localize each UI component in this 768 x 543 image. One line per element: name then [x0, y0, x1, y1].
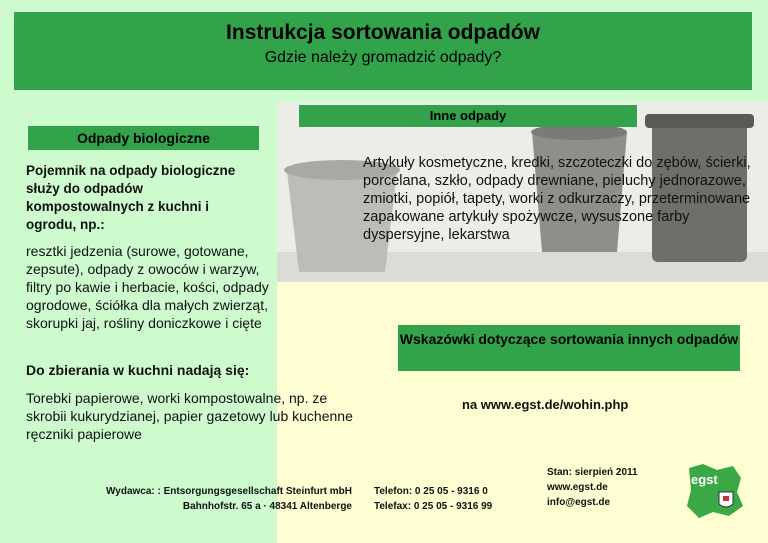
other-items: Artykuły kosmetyczne, kredki, szczoteczki do zębów, ścierki, porcelana, szkło, odpady drewniane, pieluchy jednorazowe, zmiotki, popiół, tapety, worki z odkurzaczy, przeterminowane zapakowane artykuły spożywcze, wysuszone farby dyspersyjne, lekarstwa: [363, 155, 751, 243]
publisher-address: Bahnhofstr. 65 a · 48341 Altenberge: [182, 501, 352, 512]
bio-intro: Pojemnik na odpady biologiczne służy do odpadów kompostowalnych z kuchni i ogrodu, np.:: [26, 163, 236, 232]
collect-items: Torebki papierowe, worki kompostowalne, np. ze skrobii kukurydzianej, papier gazetowy lub kuchenne ręczniki papierowe: [26, 390, 353, 442]
publisher-name: Wydawca: : Entsorgungsgesellschaft Steinfurt mbH: [106, 486, 352, 497]
website-link[interactable]: www.egst.de: [547, 482, 608, 493]
page-subtitle: Gdzie należy gromadzić odpady?: [264, 49, 502, 66]
egst-logo: [683, 462, 745, 520]
phone-number: Telefon: 0 25 05 - 9316 0: [374, 486, 488, 497]
email-link[interactable]: info@egst.de: [547, 497, 611, 508]
header-banner: [14, 12, 752, 90]
other-heading: Inne odpady: [299, 105, 637, 127]
stand-date: Stan: sierpień 2011: [547, 467, 638, 478]
logo-text: egst: [691, 472, 718, 487]
contact-info: [547, 465, 638, 510]
bio-heading: Odpady biologiczne: [28, 126, 259, 150]
hints-link[interactable]: na www.egst.de/wohin.php: [462, 397, 629, 412]
collect-heading: Do zbierania w kuchni nadają się:: [26, 362, 250, 378]
publisher-info: [40, 484, 352, 514]
contact-phones: [374, 484, 492, 514]
fax-number: Telefax: 0 25 05 - 9316 99: [374, 501, 493, 512]
bio-items: resztki jedzenia (surowe, gotowane, zepsute), odpady z owoców i warzyw, filtry po kawie i herbacie, kości, odpady ogrodowe, ściółka dla małych zwierząt, skorupki jaj, rośliny doniczkowe i cięte: [26, 243, 269, 331]
page-title: Instrukcja sortowania odpadów: [226, 21, 540, 44]
hints-heading: Wskazówki dotyczące sortowania innych odpadów: [398, 325, 740, 371]
